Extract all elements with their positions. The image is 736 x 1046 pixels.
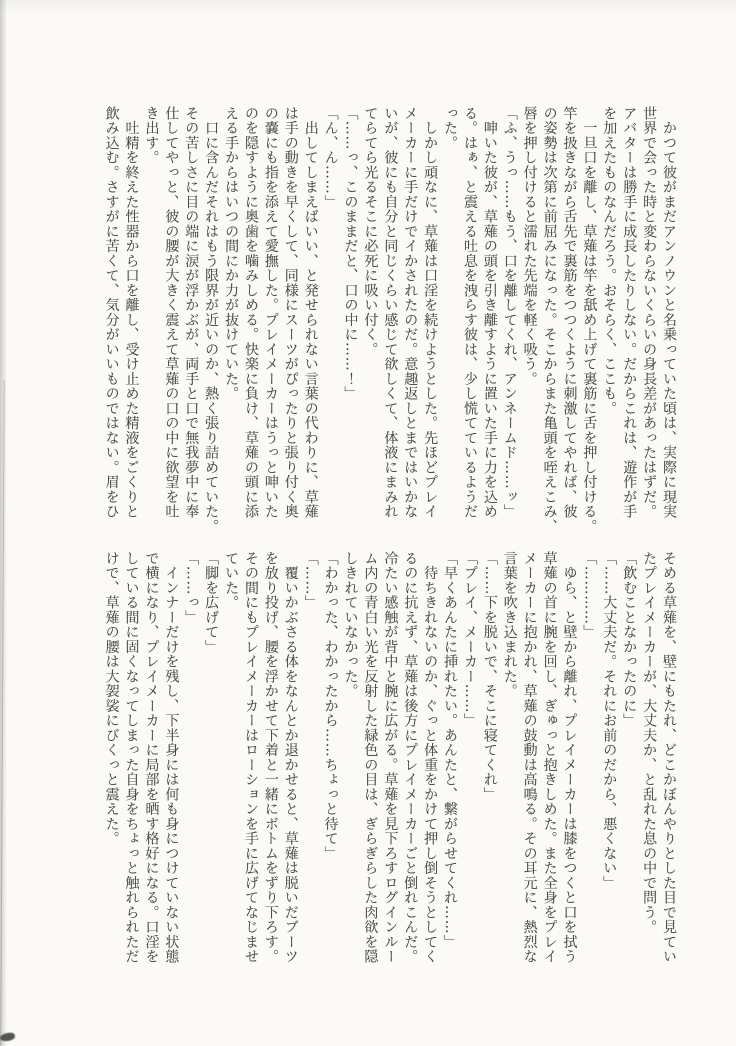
text-line: の嚢にも指を添えて愛撫した。プレイメーカーはうっと呻いた [262, 106, 279, 519]
text-line: たプレイメーカーが、大丈夫か、と乱れた息の中で問う。 [641, 551, 658, 935]
text-line: で横になり、プレイメーカーに局部を晒す格好になる。口淫を [143, 551, 160, 964]
text-block-top [101, 106, 678, 534]
text-line: 「……」 [302, 551, 319, 610]
text-line: える手からはいつの間にか力が抜けていた。 [223, 106, 240, 401]
text-line: を加えたものなんだろう。おそらく、ここも。 [601, 106, 618, 416]
text-line: 待ちきれないのか、ぐっと体重をかけて押し倒そうとしてく [422, 551, 439, 964]
text-line: 「早くあんたに挿れたい。あんたと、繋がらせてくれ……」 [442, 551, 459, 950]
text-line: 世界で会った時と変わらないくらいの身長差があったはずだ。 [641, 106, 658, 519]
scan-edge-line [0, 380, 4, 1046]
scan-edge-left [0, 0, 7, 1046]
text-line: 「……下を脱いで、そこに寝てくれ」 [481, 551, 498, 802]
text-line: のを隠すように奥歯を噛みしめる。快楽に負け、草薙の頭に添 [242, 106, 259, 519]
text-line: 飲み込む。さすがに苦くて、気分がいいものではない。眉をひ [103, 106, 120, 519]
text-line: 仕してやっと、彼の腰が大きく震えて草薙の口の中に欲望を吐 [163, 106, 180, 519]
text-line: 「…………」 [581, 551, 598, 640]
text-line: その苦しさに目の端に涙が浮かぶが、両手と口で無我夢中に奉 [183, 106, 200, 519]
text-line: かつて彼がまだアンノウンと名乗っていた頃は、実際に現実 [661, 106, 677, 519]
text-line: 「プレイ、メーカー……」 [461, 551, 478, 728]
text-line: 「……大丈夫だ。それにお前のだから、悪くない」 [601, 551, 618, 891]
text-line: メーカーに手だけでイかされたのだ。意趣返しとまではいかな [402, 106, 419, 519]
text-line: 冷たい感触が背中と腕に広がる。草薙を見下ろすログインルー [382, 551, 399, 964]
text-line: は手の動きを早くして、同様にスーツがぴったりと張り付く奥 [282, 106, 299, 519]
text-line: 竿を扱きながら舌先で裏筋をつつくように刺激してやれば、彼 [561, 106, 578, 519]
text-line: ゆら、と壁から離れ、プレイメーカーは膝をつくと口を拭う [561, 551, 578, 964]
text-line: ていた。 [223, 551, 240, 610]
text-line: いが、彼にも自分と同じくらい感じて欲しくて、体液にまみれ [382, 106, 399, 519]
text-line: った。 [442, 106, 459, 151]
text-line: 一旦口を離し、草薙は竿を舐め上げて裏筋に舌を押し付ける。 [581, 106, 598, 534]
text-line: 「……っ」 [183, 551, 200, 625]
text-line: インナーだけを残し、下半身には何も身につけていない状態 [163, 551, 180, 964]
text-line: 口に含んだそれはもう限界が近いのか、熱く張り詰めていた。 [203, 106, 220, 534]
text-line: 唇を押し付けると濡れた先端を軽く吸う。 [521, 106, 538, 387]
text-line: アバターは勝手に成長したりしない。だからこれは、遊作が手 [621, 106, 638, 519]
text-line: るのに抗えず、草薙は後方にプレイメーカーごと倒れこんだ。 [402, 551, 419, 964]
text-line: 「……っ、このままだと、口の中に……！」 [342, 106, 359, 401]
text-line: しきれていなかった。 [342, 551, 359, 699]
text-line: を放り投げ、腰を浮かせて下着と一緒にボトムをずり下ろす。 [262, 551, 279, 964]
text-line: している間に固くなってしまった自身をちょっと触れられただ [123, 551, 140, 964]
text-line: の姿勢は次第に前屈みになった。そこからまた亀頭を咥えこみ、 [541, 106, 558, 534]
text-line: 「脚を広げて」 [203, 551, 220, 655]
text-line: 「ん、ん……」 [322, 106, 339, 210]
text-line: 呻いた彼が、草薙の頭を引き離すように置いた手に力を込め [481, 106, 498, 519]
text-line: しかし頑なに、草薙は口淫を続けようとした。先ほどプレイ [422, 106, 439, 519]
text-line: 吐精を終えた性器から口を離し、受け止めた精液をごくりと [123, 106, 140, 519]
text-line: メーカーに抱かれ、草薙の鼓動は高鳴る。その耳元に、熱烈な [521, 551, 538, 964]
text-line: 「わかった、わかったから……ちょっと待て」 [322, 551, 339, 861]
text-line: その間にもプレイメーカーはローションを手に広げてなじませ [242, 551, 259, 964]
text-line: 「飲むことなかったのに」 [621, 551, 638, 728]
text-line: ム内の青白い光を反射した緑色の目は、ぎらぎらした肉欲を隠 [362, 551, 379, 964]
text-line: けで、草薙の腰は大袈裟にびくっと震えた。 [103, 551, 120, 846]
text-line: そめる草薙を、壁にもたれ、どこかぼんやりとした目で見てい [661, 551, 677, 964]
text-line: 「ふ、うっ……もう、口を離してくれ、アンネームド……ッ」 [501, 106, 518, 519]
text-line: 出してしまえばいい、と発せられない言葉の代わりに、草薙 [302, 106, 319, 519]
scan-edge-top [0, 0, 736, 14]
text-line: 草薙の首に腕を回し、ぎゅっと抱きしめた。また全身をプレイ [541, 551, 558, 964]
text-line: てらてら光るそこに必死に吸い付く。 [362, 106, 379, 357]
scan-corner-smudge [0, 1032, 15, 1042]
text-line: 言葉を吹き込まれた。 [501, 551, 518, 699]
text-line: 覆いかぶさる体をなんとか退かせると、草薙は脱いだブーツ [282, 551, 299, 964]
text-line: き出す。 [143, 106, 160, 165]
text-line: る。はぁ、と震える吐息を洩らす彼は、少し慌てているようだ [461, 106, 478, 519]
text-block-bottom [101, 551, 678, 964]
